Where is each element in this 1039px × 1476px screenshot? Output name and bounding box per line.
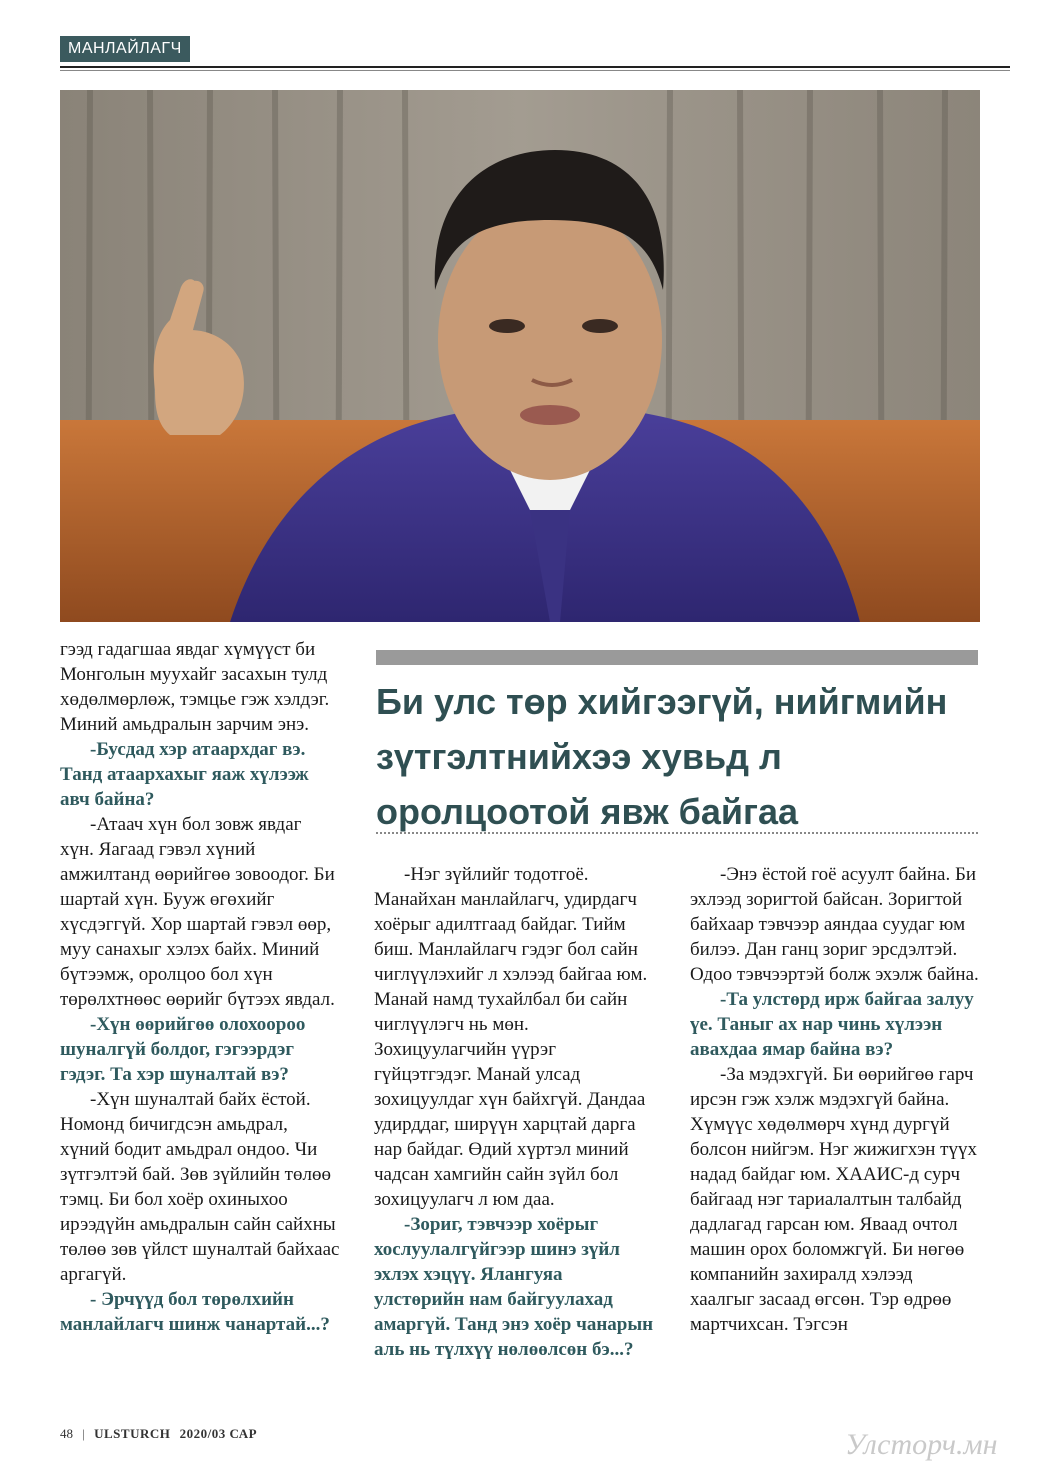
question: -Зориг, тэвчээр хоёрыг хослуулалгүйгээр шинэ зүйл эхлэх хэцүү. Ялангуяа улстөрийн нам байгуулахад амаргүй. Танд энэ хоёр чанарын аль нь түлхүү нөлөөлсөн бэ...? <box>374 1214 654 1360</box>
question: -Та улстөрд ирж байгаа залуу үе. Таныг ах нар чинь хүлээн авахдаа ямар байна вэ? <box>690 989 974 1060</box>
section-tag: МАНЛАЙЛАГЧ <box>60 36 190 62</box>
answer: -Хүн шуналтай байх ёстой. Номонд бичигдсэн амьдрал, хүний бодит амьдрал ондоо. Чи зүтгэлтэй бай. Зөв зүйлийн төлөө тэмц. Би бол хоёр охиныхоо ирээдүйн амьдралын сайн сайхны төлөө зөв үйлст шуналтай байхаас аргагүй. <box>60 1089 340 1285</box>
answer: -Нэг зүйлийг тодотгоё. Манайхан манлайлагч, удирдагч хоёрыг адилтгаад байдаг. Тийм биш. Манлайлагч гэдэг бол сайн чиглүүлэхийг л хэлээд байгаа юм. Манай намд тухайлбал би сайн чиглүүлэгч нь мөн. Зохицуулагчийн үүрэг гүйцэтгэдэг. Манай улсад зохицуулдаг хүн байхгүй. Дандаа удирддаг, ширүүн харцтай дарга нар байдаг. Өдий хүртэл миний чадсан хамгийн сайн зүйл бол зохицуулагч л юм даа. <box>374 864 648 1210</box>
footer-divider: | <box>82 1426 85 1441</box>
header-rule-thin <box>60 70 1010 71</box>
headline: Би улс төр хийгээгүй, нийгмийн зүтгэлтнийхээ хувьд л оролцоотой явж байгаа <box>376 681 948 832</box>
magazine-name: ULSTURCH <box>94 1426 171 1441</box>
column-3 <box>690 862 980 1337</box>
column-2 <box>374 862 654 1362</box>
answer: -За мэдэхгүй. Би өөрийгөө гарч ирсэн гэж хэлж мэдэхгүй байна. Хүмүүс хөдөлмөрч хүнд дургүй болсон нийгэм. Нэг жижигхэн түүх надад байдаг юм. ХААИС-д сурч байгаад нэг тариалалтын талбайд дадлагад гарсан юм. Яваад очтол машин орох боломжгүй. Би нөгөө компанийн захиралд хэлээд хаалгыг засаад өгсөн. Тэр өдрөө мартчихсан. Тэгсэн <box>690 1064 977 1335</box>
header-rule <box>60 66 1010 68</box>
answer: -Энэ ёстой гоё асуулт байна. Би эхлээд зоригтой байсан. Зоригтой байхаар тэвчээр аяндаа суудаг юм билээ. Дан ганц зориг эрсдэлтэй. Одоо тэвчээртэй болж эхэлж байна. <box>690 864 979 985</box>
answer: -Атаач хүн бол зовж явдаг хүн. Яагаад гэвэл хүний амжилтанд өөрийгөө зовоодог. Би шартай хүн. Бууж өгөхийг хүсдэггүй. Хор шартай гэвэл өөр, муу санахыг хэлэх байх. Миний бүтээмж, оролцоо бол хүн төрөлхтнөөс өөрийг бүтээх явдал. <box>60 814 335 1010</box>
question: -Бусдад хэр атаархдаг вэ. Танд атаархахыг яаж хүлээж авч байна? <box>60 739 309 810</box>
issue-date: 2020/03 САР <box>179 1426 258 1441</box>
page-footer <box>60 1426 257 1442</box>
dotted-divider <box>376 832 978 834</box>
column-1 <box>60 637 340 1337</box>
portrait-photo <box>60 90 980 622</box>
page-number: 48 <box>60 1426 73 1441</box>
question: -Хүн өөрийгөө олохоороо шуналгүй болдог, гэгээрдэг гэдэг. Та хэр шуналтай вэ? <box>60 1014 306 1085</box>
paragraph: гээд гадагшаа явдаг хүмүүст би Монголын муухайг засахын тулд хөдөлмөрлөж, тэмцье гэж хэлдэг. Миний амьдралын зарчим энэ. <box>60 639 330 735</box>
headline-bar <box>376 650 978 665</box>
question: - Эрчүүд бол төрөлхийн манлайлагч шинж чанартай...? <box>60 1289 330 1335</box>
watermark: Улсторч.мн <box>845 1428 998 1461</box>
